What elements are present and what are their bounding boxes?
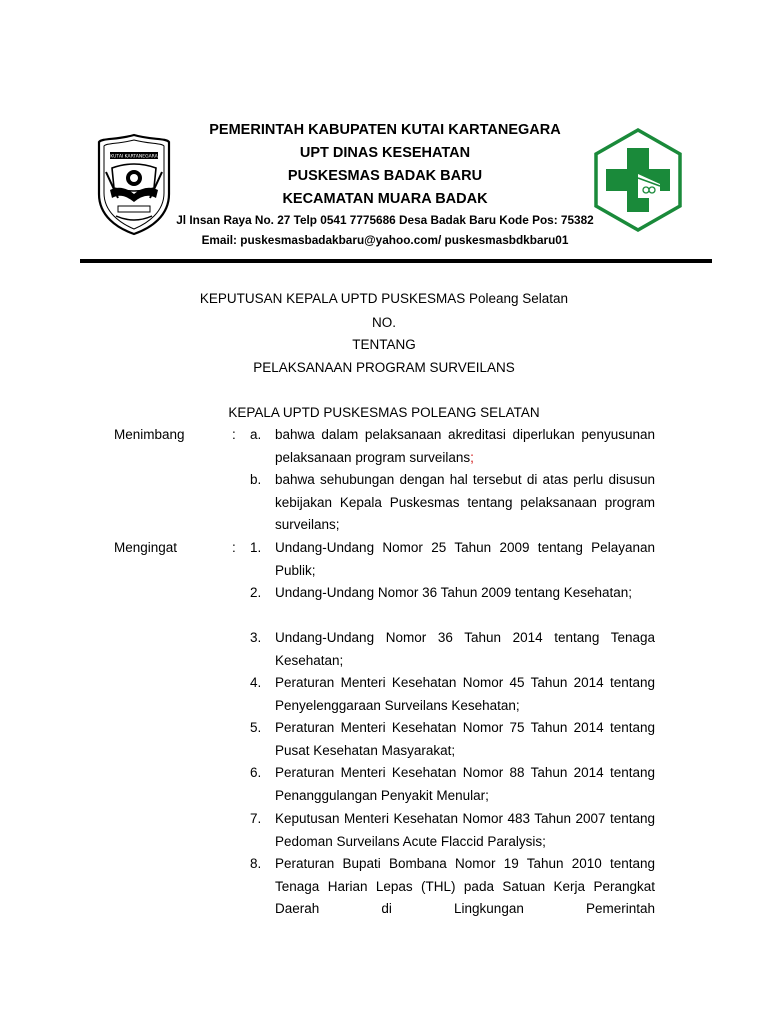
item-number: 5.	[250, 720, 262, 735]
item-suffix: ;	[470, 449, 474, 465]
svg-text:KUTAI KARTANEGARA: KUTAI KARTANEGARA	[110, 154, 158, 160]
item-number: a.	[250, 427, 262, 442]
item-text: Peraturan Menteri Kesehatan Nomor 88 Tahun 2014 tentang Penanggulangan Penyakit Menular;	[275, 765, 655, 803]
mengingat-item	[250, 853, 655, 921]
letterhead-divider	[80, 259, 712, 263]
mengingat-item	[250, 672, 655, 717]
item-text: Keputusan Menteri Kesehatan Nomor 483 Tahun 2007 tentang Pedoman Surveilans Acute Flaccid Paralysis;	[275, 811, 655, 849]
decree-subject: PELAKSANAAN PROGRAM SURVEILANS	[253, 360, 515, 375]
letterhead-email: Email: puskesmasbadakbaru@yahoo.com/ puskesmasbdkbaru01	[201, 233, 569, 247]
mengingat-item	[250, 582, 655, 605]
item-text: bahwa sehubungan dengan hal tersebut di atas perlu disusun kebijakan Kepala Puskesmas tentang pelaksanaan program surveilans;	[275, 472, 655, 533]
item-text: Undang-Undang Nomor 36 Tahun 2009 tentang Kesehatan;	[275, 585, 633, 600]
item-text: bahwa dalam pelaksanaan akreditasi diperlukan penyusunan pelaksanaan program surveilans;	[275, 427, 655, 465]
menimbang-label: Menimbang	[114, 427, 185, 442]
letterhead-puskesmas: PUSKESMAS BADAK BARU	[287, 168, 483, 184]
item-number: b.	[250, 472, 262, 487]
mengingat-colon: :	[232, 540, 236, 555]
decree-title: KEPUTUSAN KEPALA UPTD PUSKESMAS Poleang Selatan	[199, 291, 569, 306]
mengingat-item	[250, 717, 655, 762]
item-number: 7.	[250, 811, 262, 826]
mengingat-item	[250, 537, 655, 582]
letterhead-government: PEMERINTAH KABUPATEN KUTAI KARTANEGARA	[209, 122, 561, 138]
item-number: 2.	[250, 585, 262, 600]
item-number: 3.	[250, 630, 262, 645]
item-text: Undang-Undang Nomor 25 Tahun 2009 tentang Pelayanan Publik;	[275, 540, 655, 578]
item-number: 8.	[250, 856, 262, 871]
decree-tentang: TENTANG	[352, 337, 416, 352]
item-text: Peraturan Bupati Bombana Nomor 19 Tahun 2010 tentang Tenaga Harian Lepas (THL) pada Satuan Kerja Perangkat Daerah di Lingkungan Pemerintah	[275, 856, 655, 917]
item-text: Undang-Undang Nomor 36 Tahun 2014 tentang Tenaga Kesehatan;	[275, 630, 655, 668]
item-number: 1.	[250, 540, 262, 555]
letterhead-address: Jl Insan Raya No. 27 Telp 0541 7775686 Desa Badak Baru Kode Pos: 75382	[176, 213, 594, 227]
decree-number: NO.	[371, 315, 396, 330]
mengingat-item	[250, 627, 655, 672]
decree-issuer: KEPALA UPTD PUSKESMAS POLEANG SELATAN	[228, 405, 540, 420]
menimbang-item	[250, 469, 655, 537]
letterhead-department: UPT DINAS KESEHATAN	[299, 145, 471, 161]
letterhead-district: KECAMATAN MUARA BADAK	[282, 191, 488, 207]
menimbang-item	[250, 424, 655, 469]
item-number: 4.	[250, 675, 262, 690]
menimbang-colon: :	[232, 427, 236, 442]
mengingat-label: Mengingat	[114, 540, 178, 555]
mengingat-item	[250, 808, 655, 853]
item-number: 6.	[250, 765, 262, 780]
item-text: Peraturan Menteri Kesehatan Nomor 75 Tahun 2014 tentang Pusat Kesehatan Masyarakat;	[275, 720, 655, 758]
mengingat-item	[250, 762, 655, 807]
item-text: Peraturan Menteri Kesehatan Nomor 45 Tahun 2014 tentang Penyelenggaraan Surveilans Kesehatan;	[275, 675, 655, 713]
